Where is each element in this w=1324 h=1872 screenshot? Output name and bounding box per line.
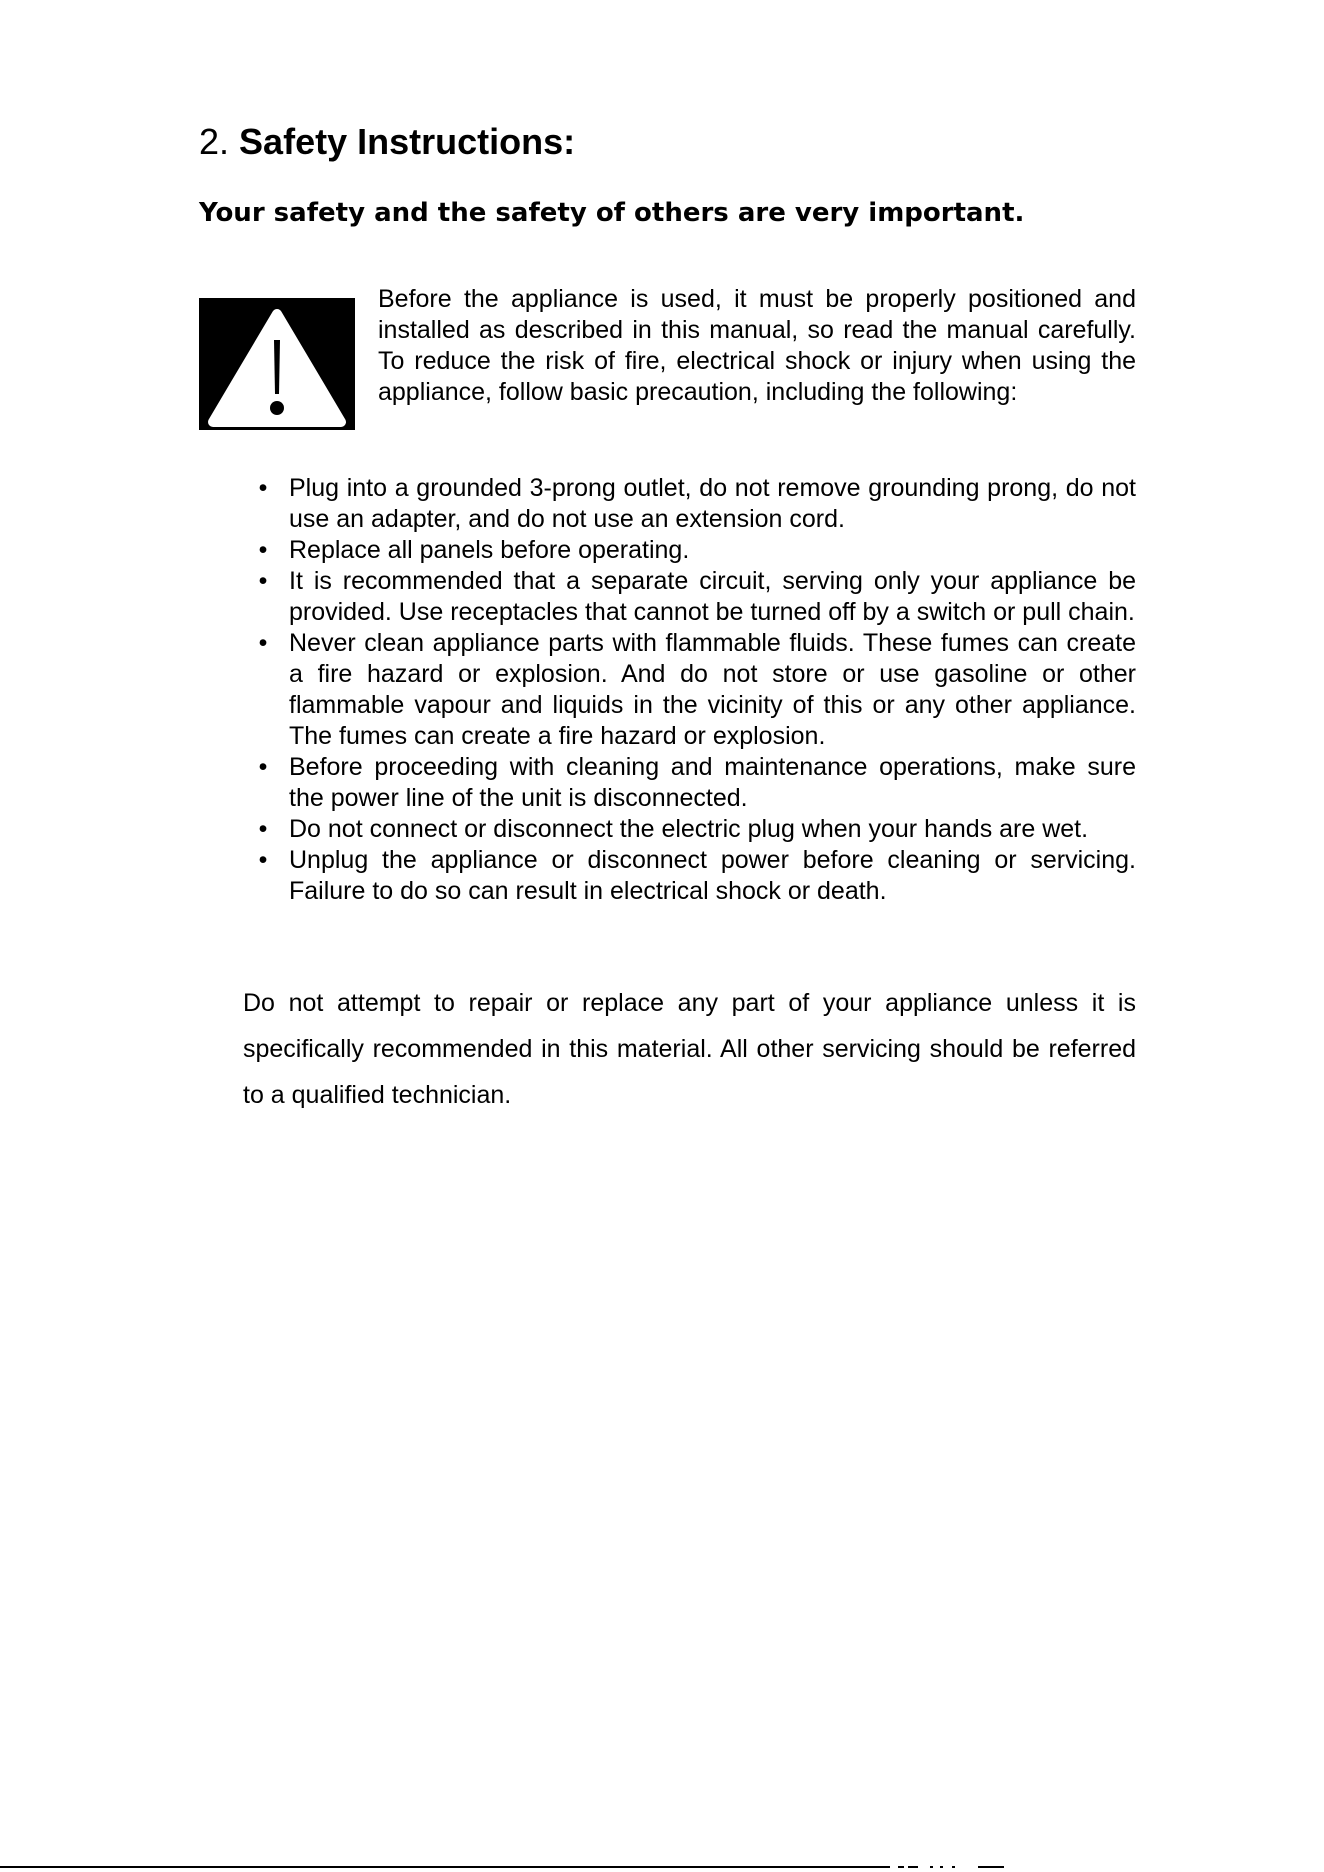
footer-rule	[0, 1866, 890, 1868]
list-item-text: Replace all panels before operating.	[289, 536, 690, 564]
bullet-marker: •	[258, 846, 268, 874]
list-item	[245, 566, 1136, 628]
list-item-text: Unplug the appliance or disconnect power before cleaning or servicing. Failure to do so can result in electrical shock or death.	[289, 846, 1136, 905]
list-item-text: It is recommended that a separate circuit, serving only your appliance be provided. Use receptacles that cannot be turned off by a switch or pull chain.	[289, 567, 1136, 626]
footer-marks	[890, 1864, 1020, 1870]
section-title: Safety Instructions:	[239, 121, 576, 162]
bullet-marker: •	[258, 815, 268, 843]
section-number: 2.	[199, 121, 230, 162]
list-item	[245, 628, 1136, 752]
section-heading	[199, 118, 575, 166]
list-item-text: Do not connect or disconnect the electric plug when your hands are wet.	[289, 815, 1089, 843]
list-item-text: Never clean appliance parts with flammable fluids. These fumes can create a fire hazard or explosion. And do not store or use gasoline or other flammable vapour and liquids in the vicinity of this or any other appliance. The fumes can create a fire hazard or explosion.	[289, 629, 1136, 750]
list-item	[245, 845, 1136, 907]
list-item-text: Before proceeding with cleaning and maintenance operations, make sure the power line of the unit is disconnected.	[289, 753, 1136, 812]
bullet-marker: •	[258, 536, 268, 564]
bullet-marker: •	[258, 753, 268, 781]
list-item	[245, 752, 1136, 814]
bullet-marker: •	[258, 474, 268, 502]
list-item-text: Plug into a grounded 3-prong outlet, do not remove grounding prong, do not use an adapter, and do not use an extension cord.	[289, 474, 1136, 533]
warning-triangle-icon	[199, 298, 355, 430]
list-item	[245, 473, 1136, 535]
safety-bullet-list	[245, 473, 1136, 907]
list-item	[245, 535, 1136, 566]
list-item	[245, 814, 1136, 845]
bullet-marker: •	[258, 629, 268, 657]
closing-paragraph: Do not attempt to repair or replace any part of your appliance unless it is specifically recommended in this material. All other servicing should be referred to a qualified technician.	[243, 989, 1136, 1109]
bullet-marker: •	[258, 567, 268, 595]
safety-subtitle: Your safety and the safety of others are very important.	[199, 198, 1025, 228]
intro-paragraph: Before the appliance is used, it must be properly positioned and installed as described in this manual, so read the manual carefully. To reduce the risk of fire, electrical shock or injury when using the appliance, follow basic precaution, including the following:	[378, 285, 1136, 406]
